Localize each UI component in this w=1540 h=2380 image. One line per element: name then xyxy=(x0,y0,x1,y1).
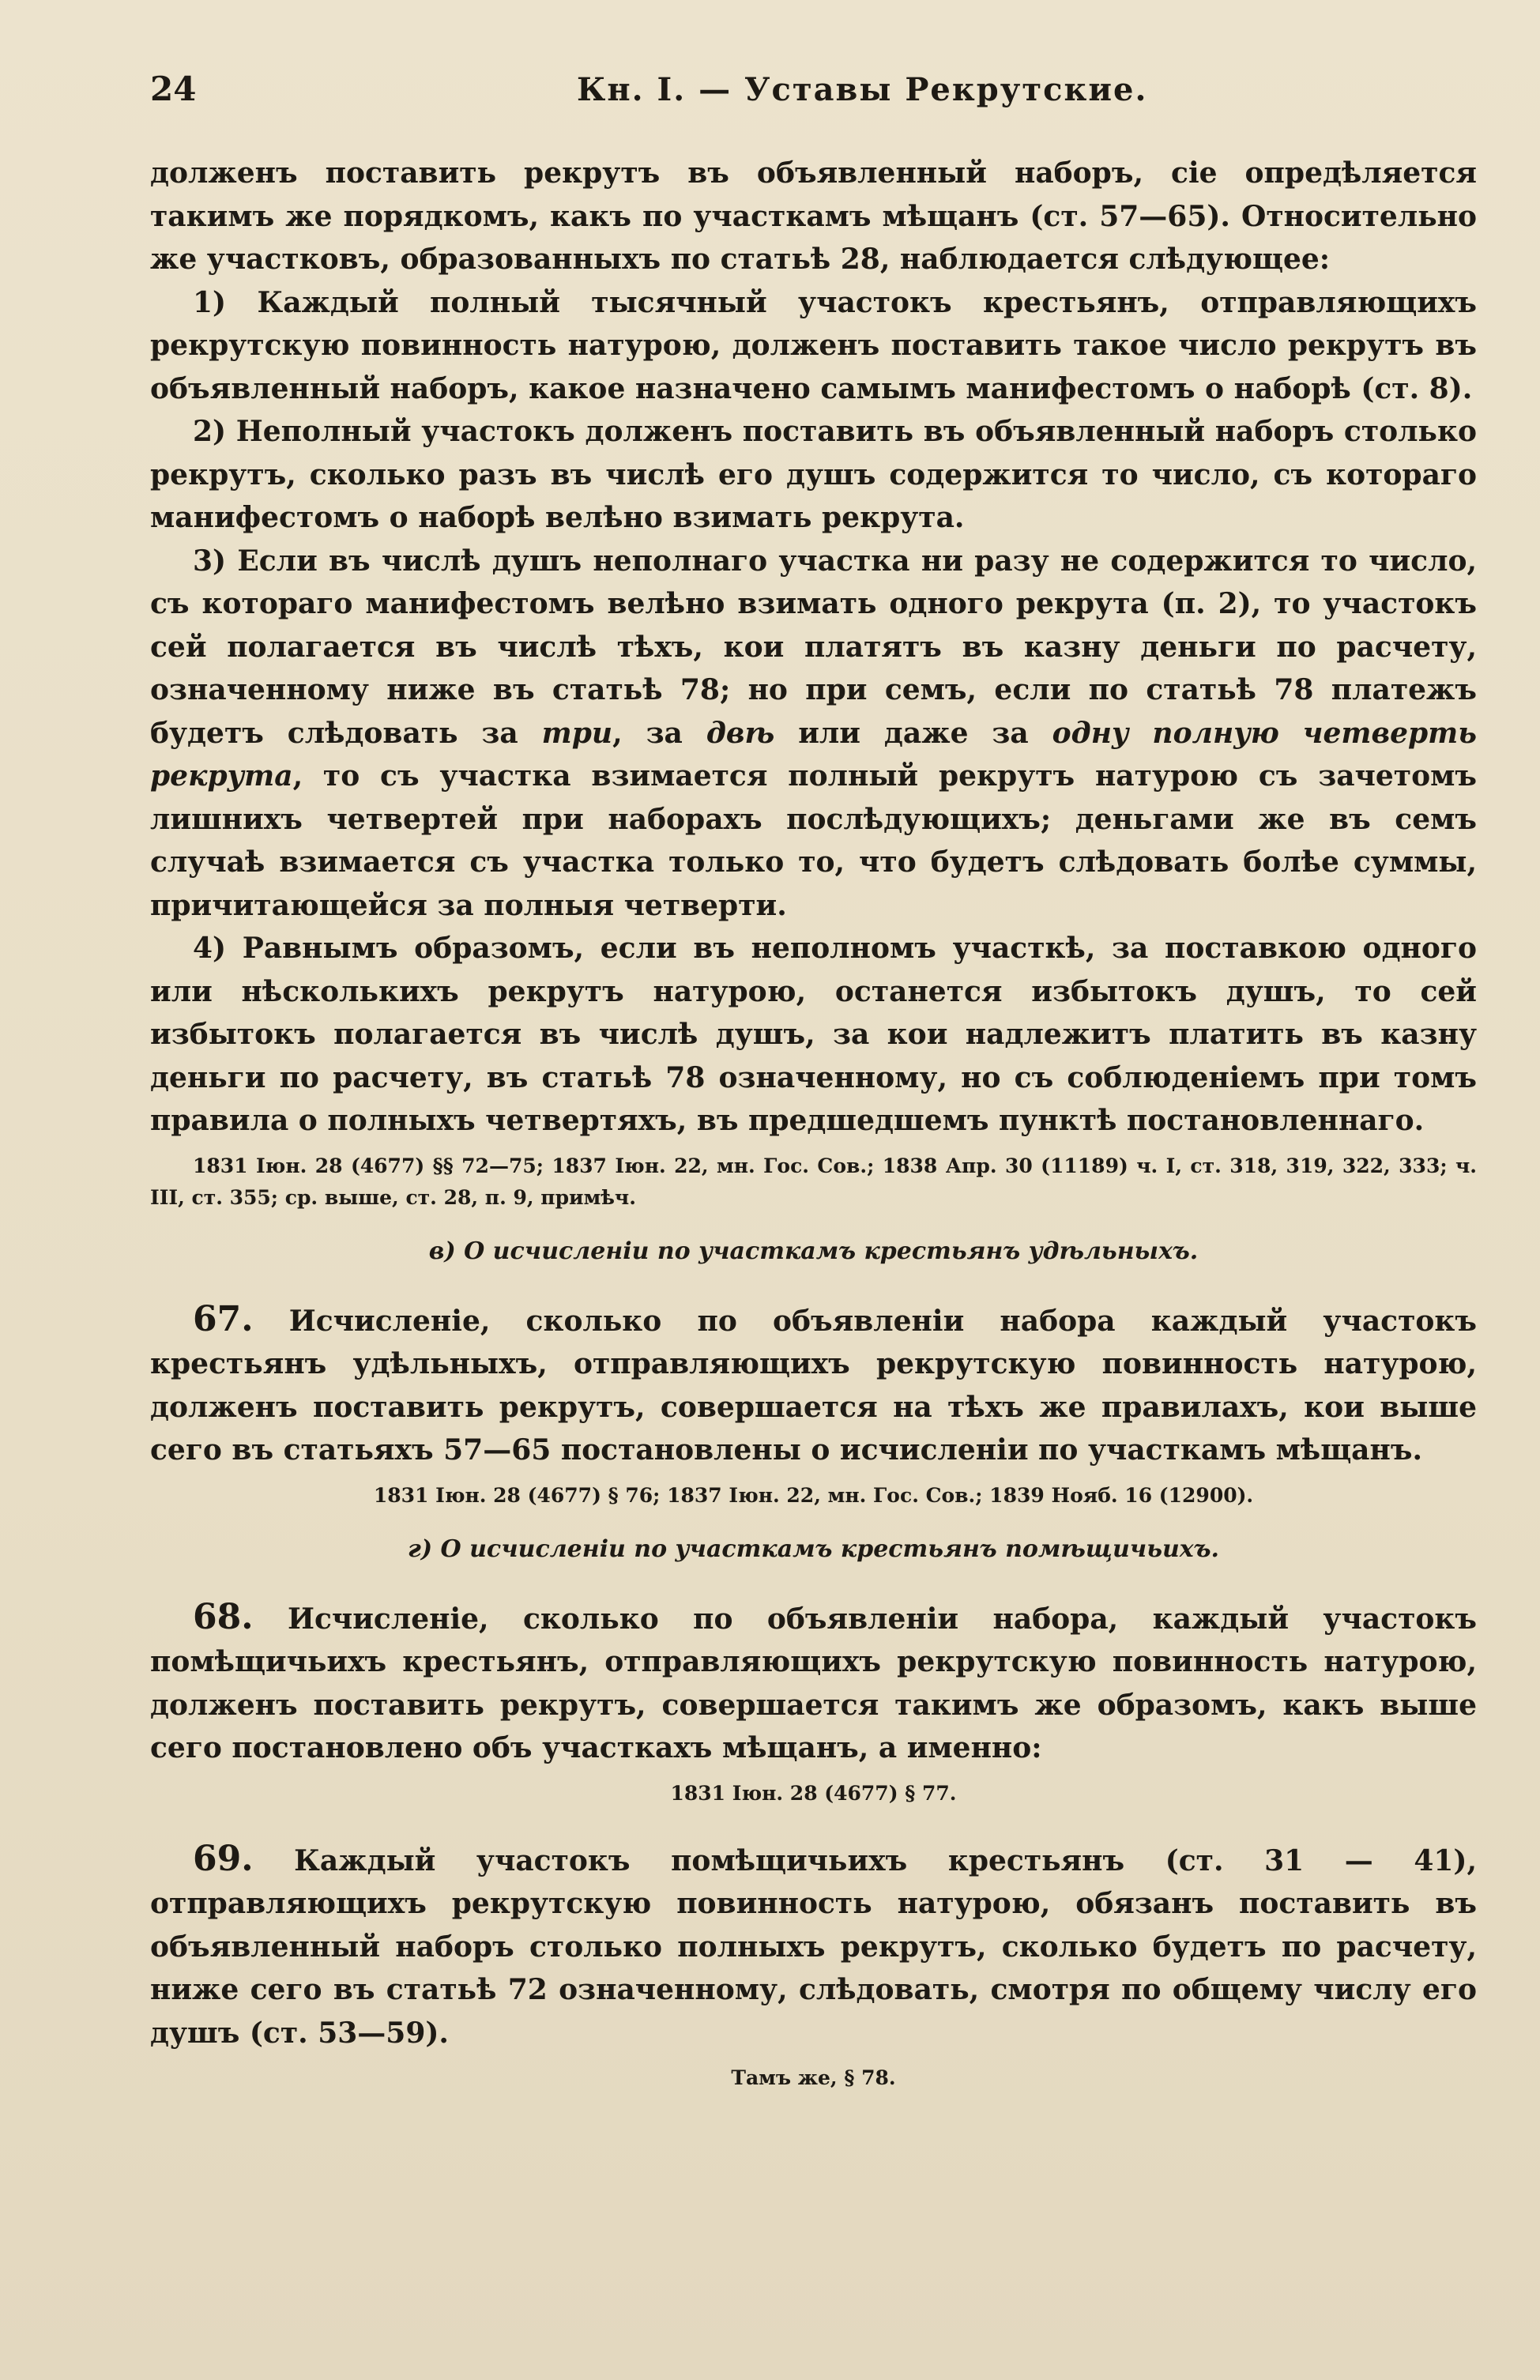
article-67 xyxy=(150,1298,1477,1512)
item-3-text-a: 3) Если въ числѣ душъ неполнаго участка ни разу не содержится то число, съ котораго манифестомъ велѣно взимать одного рекрута (п. 2), то участокъ сей полагается въ числѣ тѣхъ, кои платятъ въ казну деньги по расчету, означенному ниже въ статьѣ 78; но при семъ, если по статьѣ 78 платежъ будетъ слѣдовать за xyxy=(150,544,1477,750)
article-citation: 1831 Іюн. 28 (4677) § 77. xyxy=(670,1781,957,1805)
article-69 xyxy=(150,1838,1477,2095)
item-3-emph-2: двѣ xyxy=(706,716,775,750)
article-number: 69. xyxy=(193,1838,254,1879)
paragraph-item-2: 2) Неполный участокъ долженъ поставить въ объявленный наборъ столько рекрутъ, сколько разъ въ числѣ его душъ содержится то число, съ котораго манифестомъ о наборѣ велѣно взимать рекрута. xyxy=(150,415,1477,534)
paragraph-item-1: 1) Каждый полный тысячный участокъ крестьянъ, отправляющихъ рекрутскую повинность натурою, долженъ поставить такое число рекрутъ въ объявленный наборъ, какое назначено самымъ манифестомъ о наборѣ (ст. 8). xyxy=(150,285,1477,405)
item-3-emph-1: три xyxy=(541,716,613,750)
article-68 xyxy=(150,1596,1477,1809)
article-text: Исчисленіе, сколько по объявленіи набора, каждый участокъ помѣщичьихъ крестьянъ, отправляющихъ рекрутскую повинность натурою, долженъ поставить рекрутъ, совершается такимъ же образомъ, какъ выше сего постановлено объ участкахъ мѣщанъ, а именно: xyxy=(150,1602,1477,1764)
body-text xyxy=(150,152,1477,2094)
item-3-text-c: или даже за xyxy=(774,716,1052,750)
running-head: Кн. I. — Уставы Рекрутские. xyxy=(577,71,1148,108)
paragraph-item-3 xyxy=(150,540,1477,928)
subhead-v: в) О исчисленіи по участкамъ крестьянъ удѣльныхъ. xyxy=(428,1237,1199,1265)
item-3-text-b: , за xyxy=(612,716,706,750)
citation-1: 1831 Іюн. 28 (4677) §§ 72—75; 1837 Іюн. 22, мн. Гос. Сов.; 1838 Апр. 30 (11189) ч. I, ст. 318, 319, 322, 333; ч. III, ст. 355; ср. выше, ст. 28, п. 9, примѣч. xyxy=(150,1154,1477,1209)
page-number: 24 xyxy=(150,70,197,108)
article-text: Исчисленіе, сколько по объявленіи набора каждый участокъ крестьянъ удѣльныхъ, отправляющихъ рекрутскую повинность натурою, долженъ поставить рекрутъ, совершается на тѣхъ же правилахъ, кои выше сего въ статьяхъ 57—65 постановлены о исчисленіи по участкамъ мѣщанъ. xyxy=(150,1304,1477,1467)
subhead-g: г) О исчисленіи по участкамъ крестьянъ помѣщичьихъ. xyxy=(408,1535,1219,1563)
article-number: 68. xyxy=(193,1596,254,1637)
article-citation: 1831 Іюн. 28 (4677) § 76; 1837 Іюн. 22, мн. Гос. Сов.; 1839 Нояб. 16 (12900). xyxy=(373,1483,1254,1507)
page-header xyxy=(150,70,1477,117)
article-text: Каждый участокъ помѣщичьихъ крестьянъ (ст. 31 — 41), отправляющихъ рекрутскую повинность натурою, обязанъ поставить въ объявленный наборъ столько полныхъ рекрутъ, сколько будетъ по расчету, ниже сего въ статьѣ 72 означенному, слѣдовать, смотря по общему числу его душъ (ст. 53—59). xyxy=(150,1843,1477,2050)
article-citation: Тамъ же, § 78. xyxy=(731,2066,896,2089)
item-3-emph-3: одну полную четверть рекрута xyxy=(150,716,1478,793)
paragraph-item-4: 4) Равнымъ образомъ, если въ неполномъ участкѣ, за поставкою одного или нѣсколькихъ рекрутъ натурою, останется избытокъ душъ, то сей избытокъ полагается въ числѣ душъ, за кои надлежитъ платить въ казну деньги по расчету, въ статьѣ 78 означенному, но съ соблюденіемъ при томъ правила о полныхъ четвертяхъ, въ предшедшемъ пунктѣ постановленнаго. xyxy=(150,932,1477,1137)
paragraph-intro: долженъ поставить рекрутъ въ объявленный наборъ, сіе опредѣляется такимъ же порядкомъ, какъ по участкамъ мѣщанъ (ст. 57—65). Относительно же участковъ, образованныхъ по статьѣ 28, наблюдается слѣдующее: xyxy=(150,156,1477,276)
article-number: 67. xyxy=(193,1298,254,1339)
item-3-text-d: , то съ участка взимается полный рекрутъ натурою съ зачетомъ лишнихъ четвертей при наборахъ послѣдующихъ; деньгами же въ семъ случаѣ взимается съ участка только то, что будетъ слѣдовать болѣе суммы, причитающейся за полныя четверти. xyxy=(150,759,1477,922)
